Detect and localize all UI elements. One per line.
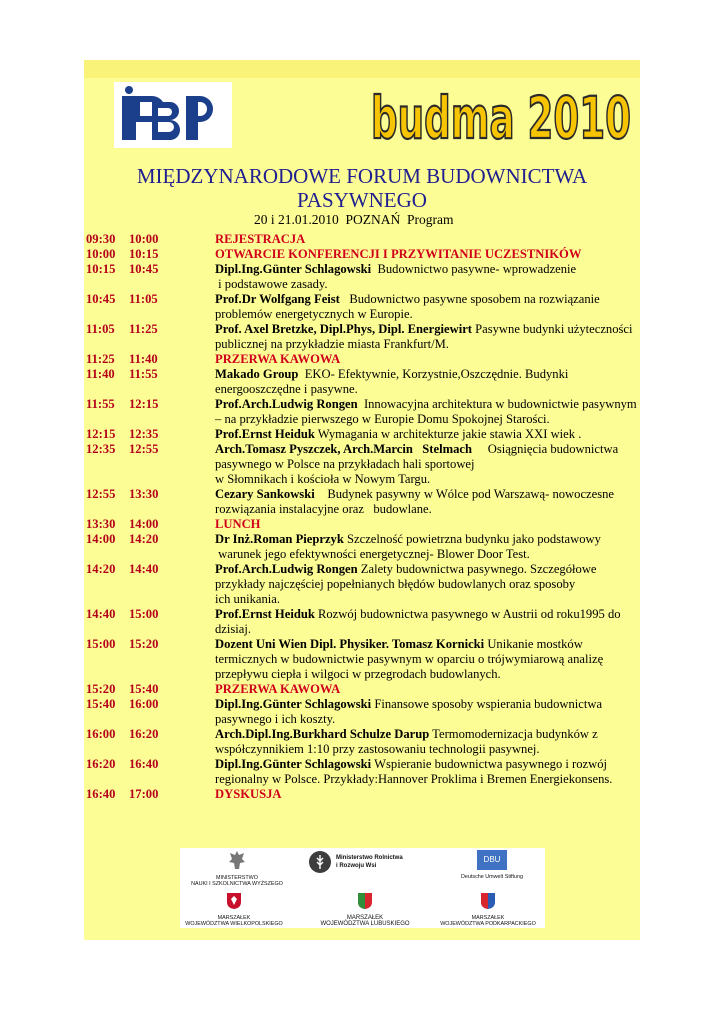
sponsor-podkarpackie: [432, 892, 544, 927]
program-row: [84, 562, 640, 607]
end-time: 12:15: [129, 397, 159, 411]
session-topic: Unikanie mostków termicznych w budownictwie pasywnym w oparciu o trójwymiarową analizę przepływu ciepła i wilgoci w przegrodach budowlanych.: [215, 637, 607, 681]
end-time: 16:20: [129, 727, 159, 741]
budma-logo-text: budma 2010: [371, 86, 631, 146]
speaker-name: Makado Group: [215, 367, 299, 381]
session-description: [215, 487, 641, 517]
session-break-label: LUNCH: [215, 517, 261, 531]
coat-of-arms-icon: [480, 892, 496, 910]
session-topic: Zalety budownictwa pasywnego. Szczegółowe przykłady najczęściej popełnianych błędów budowlanych oraz sposoby ich unikania.: [215, 562, 597, 606]
session-description: [215, 757, 641, 787]
start-time: 14:20: [86, 562, 116, 576]
start-time: 12:55: [86, 487, 116, 501]
session-description: [215, 682, 641, 697]
budma-logo-graphic: [369, 86, 634, 146]
pibp-logo: [114, 82, 232, 148]
end-time: 14:40: [129, 562, 159, 576]
start-time: 10:15: [86, 262, 116, 276]
event-label: Program: [407, 212, 454, 227]
sponsor-lubuskie: [310, 892, 420, 927]
speaker-name: Prof.Arch.Ludwig Rongen: [215, 397, 358, 411]
top-band: [84, 60, 640, 78]
end-time: 13:30: [129, 487, 159, 501]
sponsor-dbu: [442, 850, 542, 880]
start-time: 13:30: [86, 517, 116, 531]
start-time: 14:40: [86, 607, 116, 621]
program-sheet: [84, 60, 640, 940]
start-time: 12:15: [86, 427, 116, 441]
session-description: [215, 637, 641, 682]
program-row: [84, 292, 640, 322]
event-place: POZNAŃ: [345, 212, 401, 227]
end-time: 10:45: [129, 262, 159, 276]
start-time: 10:45: [86, 292, 116, 306]
session-topic: Wymagania w architekturze jakie stawia XXI wiek .: [314, 427, 582, 441]
budma-2010-logo: [369, 86, 634, 146]
session-topic: Osiągnięcia budownictwa pasywnego w Polsce na przykładach hali sportowej w Słomnikach i kościoła w Nowym Targu.: [215, 442, 619, 486]
program-row: [84, 322, 640, 352]
session-description: [215, 442, 641, 487]
speaker-name: Dipl.Ing.Günter Schlagowski: [215, 697, 372, 711]
end-time: 15:00: [129, 607, 159, 621]
session-description: [215, 322, 641, 352]
session-description: [215, 787, 641, 802]
start-time: 10:00: [86, 247, 116, 261]
session-description: [215, 562, 641, 607]
program-row: [84, 637, 640, 682]
speaker-name: Dozent Uni Wien Dipl. Physiker. Tomasz Kornicki: [215, 637, 485, 651]
program-row: [84, 232, 640, 247]
end-time: 10:00: [129, 232, 159, 246]
speaker-name: Dipl.Ing.Günter Schlagowski: [215, 262, 372, 276]
program-row: [84, 682, 640, 697]
end-time: 11:55: [129, 367, 158, 381]
program-table: [84, 232, 640, 802]
start-time: 11:55: [86, 397, 115, 411]
speaker-name: Arch.Dipl.Ing.Burkhard Schulze Darup: [215, 727, 430, 741]
program-row: [84, 367, 640, 397]
speaker-name: Dr Inż.Roman Pieprzyk: [215, 532, 344, 546]
sponsor-4-line2: WOJEWÓDZTWA WIELKOPOLSKIEGO: [185, 921, 283, 927]
session-topic: Innowacyjna architektura w budownictwie pasywnym – na przykładzie pierwszego w Europie Domu Spokojnej Starości.: [215, 397, 640, 426]
session-description: [215, 352, 641, 367]
sponsor-ministry-science: [182, 850, 292, 887]
session-description: [215, 397, 641, 427]
start-time: 15:40: [86, 697, 116, 711]
speaker-name: Prof.Ernst Heiduk: [215, 427, 315, 441]
sponsor-ministry-agriculture: [308, 850, 428, 874]
coat-of-arms-icon: [226, 892, 242, 910]
program-row: [84, 397, 640, 427]
program-row: [84, 697, 640, 727]
sponsor-logos: [180, 848, 545, 928]
coat-of-arms-icon: [357, 892, 373, 910]
session-topic: EKO- Efektywnie, Korzystnie,Oszczędnie. Budynki energooszczędne i pasywne.: [215, 367, 572, 396]
start-time: 15:00: [86, 637, 116, 651]
sponsor-2-line1: Ministerstwo Rolnictwa: [336, 855, 403, 861]
session-topic: Budynek pasywny w Wólce pod Warszawą- nowoczesne rozwiązania instalacyjne oraz budowlane.: [215, 487, 618, 516]
sponsor-1-line1: MINISTERSTWO: [216, 875, 258, 881]
start-time: 14:00: [86, 532, 116, 546]
end-time: 12:55: [129, 442, 159, 456]
session-topic: Rozwój budownictwa pasywnego w Austrii od roku1995 do dzisiaj.: [215, 607, 624, 636]
end-time: 14:20: [129, 532, 159, 546]
program-row: [84, 442, 640, 487]
speaker-name: Cezary Sankowski: [215, 487, 315, 501]
speaker-name: Prof.Arch.Ludwig Rongen: [215, 562, 358, 576]
speaker-name: Prof.Ernst Heiduk: [215, 607, 315, 621]
sponsor-4-line1: MARSZAŁEK: [217, 915, 251, 921]
page-title-line1: MIĘDZYNARODOWE FORUM BUDOWNICTWA: [136, 164, 588, 188]
start-time: 11:05: [86, 322, 115, 336]
session-break-label: OTWARCIE KONFERENCJI I PRZYWITANIE UCZESTNIKÓW: [215, 247, 582, 261]
end-time: 16:00: [129, 697, 159, 711]
session-description: [215, 232, 641, 247]
session-description: [215, 532, 641, 562]
session-topic: Szczelność powietrzna budynku jako podstawowy warunek jego efektywności energetycznej- Blower Door Test.: [218, 532, 601, 561]
session-topic: Wspieranie budownictwa pasywnego i rozwój regionalny w Polsce. Przykłady:Hannover Proklima i Bremen Energiekonsens.: [215, 757, 613, 786]
speaker-name: Dipl.Ing.Günter Schlagowski: [215, 757, 372, 771]
session-description: [215, 262, 641, 292]
end-time: 11:05: [129, 292, 158, 306]
end-time: 16:40: [129, 757, 159, 771]
sponsor-2-line2: i Rozwoju Wsi: [336, 863, 377, 869]
sponsor-5-line1: MARSZAŁEK: [346, 915, 384, 921]
speaker-name: Arch.Tomasz Pyszczek, Arch.Marcin Stelmach: [215, 442, 472, 456]
session-topic: Termomodernizacja budynków z współczynnikiem 1:10 przy zastosowaniu technologii pasywnej.: [215, 727, 601, 756]
session-topic: Finansowe sposoby wspierania budownictwa pasywnego i ich koszty.: [215, 697, 606, 726]
start-time: 16:00: [86, 727, 116, 741]
sponsor-1-line2: NAUKI I SZKOLNICTWA WYŻSZEGO: [191, 881, 283, 887]
session-description: [215, 727, 641, 757]
program-row: [84, 727, 640, 757]
sponsor-6-line2: WOJEWÓDZTWA PODKARPACKIEGO: [440, 921, 536, 927]
session-description: [215, 607, 641, 637]
end-time: 11:25: [129, 322, 158, 336]
session-description: [215, 697, 641, 727]
end-time: 10:15: [129, 247, 159, 261]
program-row: [84, 517, 640, 532]
start-time: 16:20: [86, 757, 116, 771]
session-description: [215, 517, 641, 532]
program-row: [84, 247, 640, 262]
start-time: 16:40: [86, 787, 116, 801]
program-row: [84, 487, 640, 517]
session-topic: Budownictwo pasywne sposobem na rozwiązanie problemów energetycznych w Europie.: [215, 292, 603, 321]
program-row: [84, 532, 640, 562]
speaker-name: Prof.Dr Wolfgang Feist: [215, 292, 340, 306]
event-date: 20 i 21.01.2010: [254, 212, 339, 227]
end-time: 12:35: [129, 427, 159, 441]
pibp-logo-graphic: [114, 82, 232, 148]
start-time: 09:30: [86, 232, 116, 246]
start-time: 11:40: [86, 367, 115, 381]
sponsor-wielkopolska: [184, 892, 284, 927]
start-time: 11:25: [86, 352, 115, 366]
sponsor-6-line1: MARSZAŁEK: [471, 915, 505, 921]
session-description: [215, 427, 641, 442]
start-time: 12:35: [86, 442, 116, 456]
program-row: [84, 787, 640, 802]
speaker-name: Prof. Axel Bretzke, Dipl.Phys, Dipl. Energiewirt: [215, 322, 472, 336]
end-time: 15:40: [129, 682, 159, 696]
dbu-badge: DBU: [477, 850, 507, 870]
wheat-emblem-icon: [308, 850, 332, 874]
event-subtitle: [254, 212, 454, 228]
program-row: [84, 757, 640, 787]
program-row: [84, 607, 640, 637]
session-break-label: PRZERWA KAWOWA: [215, 352, 341, 366]
end-time: 15:20: [129, 637, 159, 651]
session-description: [215, 292, 641, 322]
session-break-label: PRZERWA KAWOWA: [215, 682, 341, 696]
end-time: 11:40: [129, 352, 158, 366]
end-time: 17:00: [129, 787, 159, 801]
end-time: 14:00: [129, 517, 159, 531]
session-topic: Budownictwo pasywne- wprowadzenie i podstawowe zasady.: [218, 262, 577, 291]
eagle-emblem-icon: [228, 850, 246, 870]
program-row: [84, 262, 640, 292]
session-break-label: REJESTRACJA: [215, 232, 306, 246]
sponsor-3-line1: Deutsche Umwelt Stiftung: [460, 874, 524, 880]
session-break-label: DYSKUSJA: [215, 787, 282, 801]
session-topic: Pasywne budynki użyteczności publicznej na przykładzie miasta Frankfurt/M.: [215, 322, 636, 351]
page-title-line2: PASYWNEGO: [297, 188, 427, 212]
session-description: [215, 367, 641, 397]
program-row: [84, 352, 640, 367]
start-time: 15:20: [86, 682, 116, 696]
program-row: [84, 427, 640, 442]
sponsor-5-line2: WOJEWÓDZTWA LUBUSKIEGO: [320, 921, 410, 927]
session-description: [215, 247, 641, 262]
